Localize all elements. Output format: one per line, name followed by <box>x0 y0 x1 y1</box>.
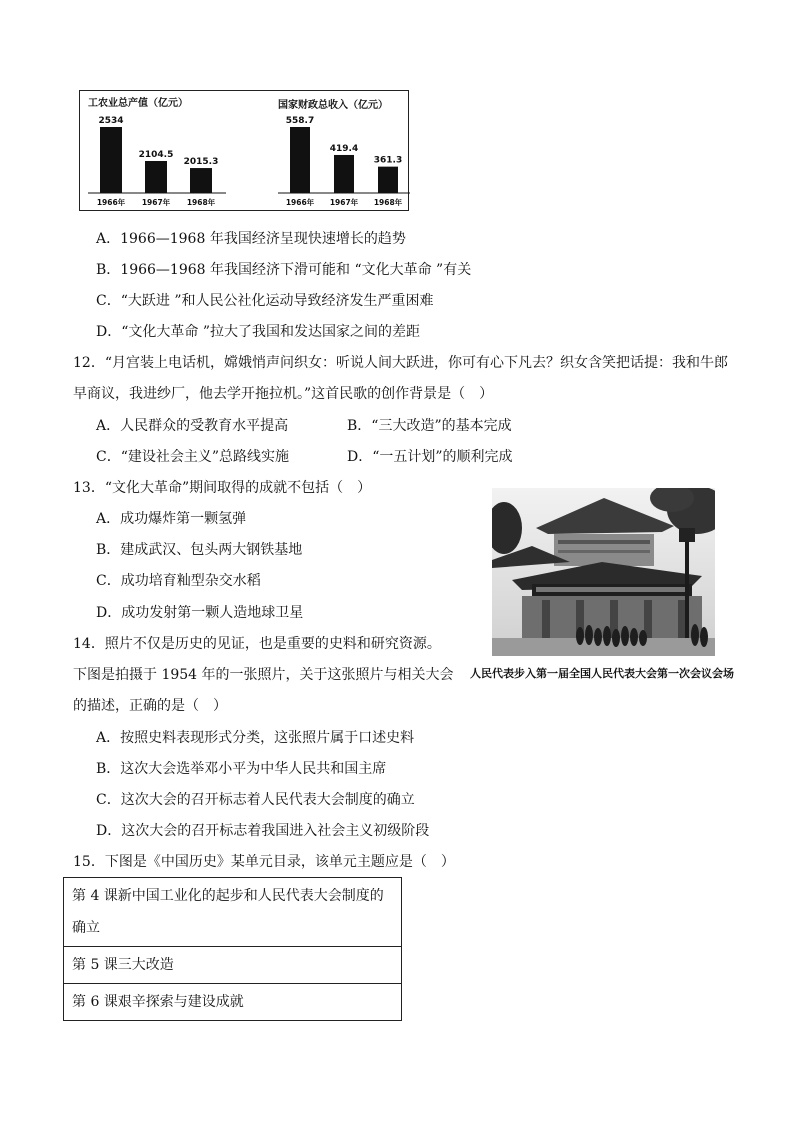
bar-value-label: 2015.3 <box>183 157 219 168</box>
q13-stem: 13．“文化大革命”期间取得的成就不包括（ ） <box>73 480 372 496</box>
bar-charts <box>80 91 410 212</box>
bar-value-label: 2534 <box>98 116 124 126</box>
q15-stem: 15．下图是《中国历史》某单元目录，该单元主题应是（ ） <box>73 854 455 870</box>
q12-option-c: C．“建设社会主义”总路线实施 <box>96 449 290 465</box>
q14-stem-line1: 14．照片不仅是历史的见证，也是重要的史料和研究资源。 <box>73 636 441 652</box>
q12-stem-line2: 早商议，我进纱厂，他去学开拖拉机。”这首民歌的创作背景是（ ） <box>73 386 494 402</box>
category-label: 1967年 <box>329 198 359 207</box>
q13-option-c: C．成功培育籼型杂交水稻 <box>96 573 261 589</box>
q12-option-d: D．“一五计划”的顺利完成 <box>347 449 513 465</box>
q12-stem-line1: 12．“月宫装上电话机，嫦娥悄声问织女：听说人间大跃进，你可有心下凡去？织女含笑把话提：我和牛郎 <box>73 355 728 371</box>
toc-row-2: 第 5 课三大改造 <box>64 947 402 984</box>
table-row <box>64 947 402 984</box>
table-row <box>64 984 402 1021</box>
toc-row-1: 第 4 课新中国工业化的起步和人民代表大会制度的确立 <box>64 878 402 947</box>
chart-bar <box>190 168 212 193</box>
toc-row-3: 第 6 课艰辛探索与建设成就 <box>64 984 402 1021</box>
q11-option-b: B．1966—1968 年我国经济下滑可能和 “文化大革命 ”有关 <box>96 262 472 278</box>
q11-option-c: C．“大跃进 ”和人民公社化运动导致经济发生严重困难 <box>96 293 434 309</box>
q14-option-d: D．这次大会的召开标志着我国进入社会主义初级阶段 <box>96 823 430 839</box>
q13-option-d: D．成功发射第一颗人造地球卫星 <box>96 605 304 621</box>
q13-option-b: B．建成武汉、包头两大钢铁基地 <box>96 542 303 558</box>
chart-title: 国家财政总收入（亿元） <box>278 100 388 111</box>
chart-bar <box>145 161 167 193</box>
chart-bar <box>378 167 398 193</box>
bar-value-label: 558.7 <box>285 116 315 126</box>
chart-bar <box>100 127 122 193</box>
q14-option-c: C．这次大会的召开标志着人民代表大会制度的确立 <box>96 792 415 808</box>
category-label: 1967年 <box>141 198 171 207</box>
q11-option-d: D．“文化大革命 ”拉大了我国和发达国家之间的差距 <box>96 324 420 340</box>
unit-table-of-contents <box>63 877 402 1021</box>
category-label: 1966年 <box>285 198 315 207</box>
photo-caption: 人民代表步入第一届全国人民代表大会第一次会议会场 <box>470 667 734 680</box>
chart-title: 工农业总产值（亿元） <box>88 98 188 109</box>
q12-option-b: B．“三大改造”的基本完成 <box>347 418 512 434</box>
q14-option-a: A．按照史料表现形式分类，这张照片属于口述史料 <box>96 730 415 746</box>
q11-option-a: A．1966—1968 年我国经济呈现快速增长的趋势 <box>96 231 406 247</box>
bar-value-label: 419.4 <box>329 143 359 154</box>
q14-option-b: B．这次大会选举邓小平为中华人民共和国主席 <box>96 761 387 777</box>
bar-value-label: 361.3 <box>373 155 403 166</box>
category-label: 1968年 <box>373 198 403 207</box>
category-label: 1966年 <box>96 198 126 207</box>
table-row <box>64 878 402 947</box>
bar-value-label: 2104.5 <box>138 149 174 160</box>
q13-option-a: A．成功爆炸第一颗氢弹 <box>96 511 247 527</box>
chart-bar <box>290 127 310 193</box>
q14-stem-line2: 下图是拍摄于 1954 年的一张照片，关于这张照片与相关大会 <box>73 667 454 683</box>
congress-hall-photo <box>492 488 715 656</box>
chart-figure <box>79 90 409 211</box>
category-label: 1968年 <box>186 198 216 207</box>
q14-stem-line3: 的描述，正确的是（ ） <box>73 698 227 714</box>
chart-bar <box>334 155 354 193</box>
q12-option-a: A．人民群众的受教育水平提高 <box>96 418 289 434</box>
